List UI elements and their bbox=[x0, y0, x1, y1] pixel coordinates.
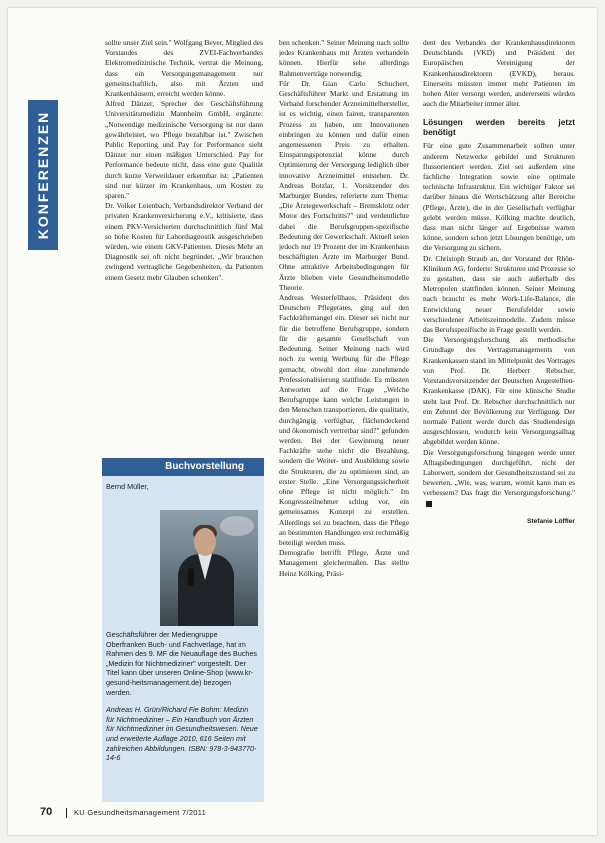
box-body bbox=[106, 482, 258, 798]
book-reference: Andreas H. Grün/Richard Fie Bohm: Medizin für Nichtmediziner – Ein Handbuch von Ärzten für Nichtmediziner im Gesundheitswesen. Neue und erweiterte Auflage 2010, 616 Seiten mit zahlreichen Abbildungen. ISBN: 978-3-943770-14-6 bbox=[106, 705, 258, 763]
paragraph: Dr. Volker Leienbach, Verbandsdirektor Verband der privaten Krankenversicherung e.V., kritisierte, dass einem PKV-Versicherten durchschnittlich fünf Mal so hohe Kosten für Labordiagnostik ausgeschrieben würden, wie einem GKV-Patienten. Dieses Mehr an Diagnostik sei oft nicht begründet. „Wir brauchen zwingend vertragliche Gegebenheiten, da Patienten einem Gesetz mehr Glauben schenken". bbox=[105, 201, 263, 282]
paragraph: Die Versorgungsforschung als methodische Grundlage des Vertragsmanagements von Krankenkassen stand im Mittelpunkt des Vortrages von Prof. Dr. Herbert Rebscher, Vorstandsvorsitzender der Deutschen Angestellten-Krankenkasse (DAK). Für eine klinische Studie steht laut Prof. Dr. Rebscher durchschnittlich nur ein Zehntel der Bevölkerung zur Verfügung. Der normale Patient werde durch das Studiendesign ausgeschlossen, wodurch kein Versorgungsalltag abgebildet werden könne. bbox=[423, 335, 575, 447]
speaker-photo bbox=[160, 510, 258, 626]
footer-divider bbox=[66, 808, 67, 818]
paragraph: Demografie betrifft Pflege, Ärzte und Management gleichermaßen. Das stellte Heinz Kölking, Präsi- bbox=[279, 548, 409, 578]
book-presentation-box bbox=[102, 458, 264, 802]
paragraph: Andreas Westerfellhaus, Präsident des Deutschen Pflegerates, ging auf den Fachkräftemangel ein. Dieser sei nicht nur für die betroffene Berufsgruppe, sondern für die gesamte Gesellschaft von Bedeutung. Seiner Meinung nach wird noch zu wenig Werbung für die Pflege gemacht, obwohl dort eine zunehmende Professionalisierung stattfinde. Es müssten Antworten auf die Frage „Welche Berufsgruppe kann welche Leistungen in den Menschen transportieren, die qualitativ, durchgängig verfügbar, flächendeckend und ökonomisch vertretbar sind?" gefunden werden. Bei der Gewinnung neuer Fachkräfte stehe nicht die Bezahlung, sondern die Weiter- und Ausbildung sowie die Strukturen, die zu optimieren sind, an erster Stelle. „Eine Versorgungssicherheit ohne Pflege ist nicht möglich." Im Kongressteilnehmer schlug vor, ein gemeinsames Konzept zu erstellen. Allerdings sei zu beachten, dass die Pflege an bestimmten Handlungen erst rechtmäßig beteiligt werden muss. bbox=[279, 293, 409, 547]
author-byline: Stefanie Löffler bbox=[527, 517, 575, 525]
paragraph: ben schenken." Seiner Meinung nach sollte jedes Krankenhaus mit Ärzten verhandeln können. Hierfür sehe allerdings Rahmenverträge notwendig. bbox=[279, 38, 409, 78]
subheading: Lösungen werden bereits jetzt benötigt bbox=[423, 117, 575, 138]
article-column-3 bbox=[423, 38, 575, 798]
article-column-1 bbox=[105, 38, 263, 448]
page-footer bbox=[40, 806, 580, 820]
paragraph: Alfred Dänzer, Sprecher der Geschäftsführung Universitätsmedizin Mannheim GmbH, ergänzte: „Notwendige medizinische Versorgung ist nur dann gewährleistet, wo Pflege bezahlbar ist." Zwischen Public Reporting und Pay for Performance sieht Dänzer nur einen mäßigen Unterschied. Pay for Performance bedeute nicht, dass eine gute Qualität durch kurze Verweildauer erkennbar ist: „Patienten sind nur kürzer im Krankenhaus, um Kosten zu sparen." bbox=[105, 99, 263, 201]
end-mark-icon bbox=[426, 501, 432, 507]
paragraph: sollte unser Ziel sein." Wolfgang Beyer, Mitglied des Vorstandes des ZVEI-Fachverbandes Elektromedizinische Technik, vertrat die Meinung, dass ein Versorgungsmanagement nur gemeinschaftlich, also mit Ärzten und Krankenhäusern, erreicht werden könne. bbox=[105, 38, 263, 99]
paragraph: Dr. Christoph Straub an, der Vorstand der Rhön-Klinikum AG, forderte: Strukturen und Prozesse so zu gestalten, dass sie auch außerhalb des Metropolen stattfinden können. Seiner Meinung nach braucht es mehr Work-Life-Balance, die Entwicklung neuer Berufsfelder sowie verschiedener Arbeitszeitmodelle. Zudem müsse das Berufsspezifische in Frage gestellt werden. bbox=[423, 253, 575, 335]
section-label: KONFERENZEN bbox=[35, 110, 51, 240]
box-title: Buchvorstellung bbox=[102, 458, 264, 476]
section-tab bbox=[28, 100, 58, 250]
article-column-2 bbox=[279, 38, 409, 798]
paragraph-last bbox=[423, 448, 575, 509]
page-number: 70 bbox=[40, 806, 53, 818]
microphone-icon bbox=[188, 568, 194, 586]
paragraph: Für Dr. Gian Carlo Schuchert, Geschäftsführer Markt und Erstattung im Verband forschender Arzneimittelhersteller, ist es wichtig, einen fairen, transparenten Prozess zu haben, um Innovationen einbringen zu können und dafür einen angemessenen Preis zu erhalten. Einsparungspotenzial könne durch Optimierung der Versorgung lediglich über innovative Arzneimittel entstehen. Dr. Andreas Botzlar, 1. Vorsitzender des Marburger Bundes, referierte zum Thema: „Die Ärztegewerkschaft – Bremsklotz oder Motor des Fortschritts?" und verdeutlichte dabei die Berufsgruppen-spezifische Bedeutung der Gewerkschaft. Aktuell seien jedoch nur 19 Prozent der im Krankenhaus beschäftigten Ärzte im Marburger Bund. Ohne attraktive Arbeitsbedingungen für Ärzte blieben viele Gesundheitsmodelle Theorie. bbox=[279, 78, 409, 292]
paragraph: dent des Verbandes der Krankenhausdirektoren Deutschlands (VKD) und Präsident der Europäischen Vereinigung der Krankenhausdirektoren (EVKD), heraus. Einerseits müssten immer mehr Patienten im hohen Alter versorgt werden, andererseits würden auch die Mitarbeiter immer älter. bbox=[423, 38, 575, 109]
journal-name: KU Gesundheitsmanagement 7/2011 bbox=[74, 808, 207, 817]
paragraph: Für eine gute Zusammenarbeit sollten unter anderem Netzwerke gebildet und Strukturen flussorientiert werden. Ziel sei außerdem eine fachliche Integration sowie eine optimale technische Infrastruktur. Ein wichtiger Faktor sei darüber hinaus die Wertschätzung aller Bereiche (Pflege, Ärzte), die in der Gesellschaft verfügbar gelebt werden müsse. Kölking machte deutlich, dass man nicht länger auf Ergebnisse warten könne, sondern schon jetzt Lösungen benötige, um die Versorgung zu sichern. bbox=[423, 141, 575, 253]
box-intro: Bernd Müller, Geschäftsführer der Mediengruppe Oberfranken Buch- und Fachverlage, hat im Rahmen des 9. MF die Neuauflage des Buches „Medizin für Nichtmediziner" vorgestellt. Der Titel kann über unseren Online-Shop (www.kr-gesund-heitsmanagement.de) bezogen werden. bbox=[106, 482, 258, 697]
paragraph-text: Die Versorgungsforschung hingegen werde unter Alltagsbedingungen durchgeführt, nicht der Laborwert, sondern der Gesundheitszustand sei zu bewerten. „Wie, was, warum, womit kann man es verbessern? Das fragt die Versorgungsforschung." bbox=[423, 447, 575, 498]
